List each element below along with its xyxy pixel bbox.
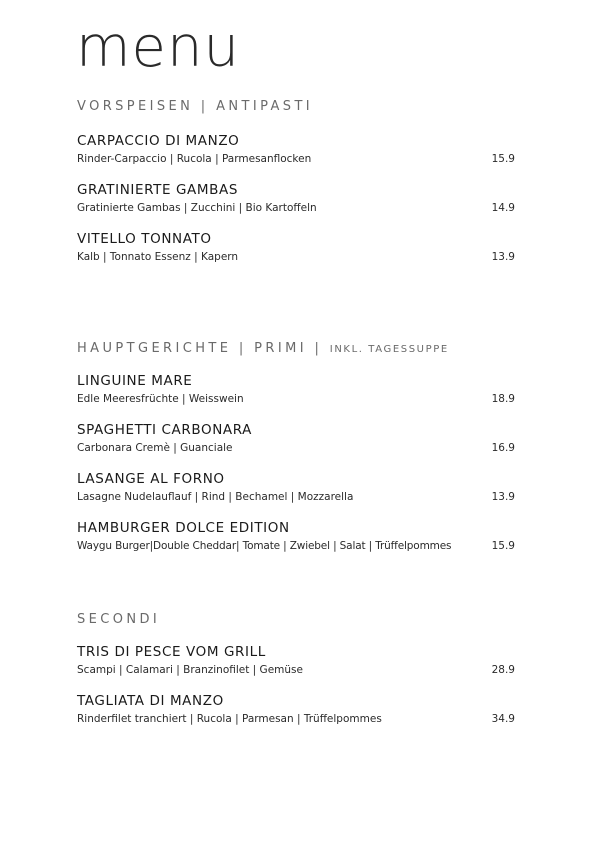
item-description: Scampi | Calamari | Branzinofilet | Gemüse <box>77 664 303 676</box>
section-heading-note: INKL. TAGESSUPPE <box>329 344 449 355</box>
item-name: TRIS DI PESCE VOM GRILL <box>77 644 266 660</box>
item-description: Waygu Burger|Double Cheddar| Tomate | Zwiebel | Salat | Trüffelpommes <box>77 540 452 552</box>
item-price: 16.9 <box>491 442 515 454</box>
item-name: TAGLIATA DI MANZO <box>77 693 224 709</box>
item-name: SPAGHETTI CARBONARA <box>77 422 253 438</box>
item-name: CARPACCIO DI MANZO <box>77 133 240 149</box>
item-description: Rinder-Carpaccio | Rucola | Parmesanflocken <box>77 153 312 165</box>
item-name: LASANGE AL FORNO <box>77 471 225 487</box>
item-price: 28.9 <box>491 664 515 676</box>
page-title: menu <box>76 15 240 80</box>
item-price: 15.9 <box>491 540 515 552</box>
menu-item <box>77 372 517 407</box>
item-description: Edle Meeresfrüchte | Weisswein <box>77 393 244 405</box>
item-description: Carbonara Cremè | Guanciale <box>77 442 233 454</box>
item-description: Gratinierte Gambas | Zucchini | Bio Kartoffeln <box>77 202 317 214</box>
section-heading-text: SECONDI <box>77 612 161 627</box>
section-heading-text: HAUPTGERICHTE | PRIMI | <box>77 341 330 356</box>
menu-item <box>77 470 517 505</box>
menu-item <box>77 692 517 727</box>
item-price: 34.9 <box>491 713 515 725</box>
menu-item <box>77 181 517 216</box>
menu-item <box>77 643 517 678</box>
item-name: VITELLO TONNATO <box>77 231 212 247</box>
item-price: 18.9 <box>491 393 515 405</box>
menu-item <box>77 230 517 265</box>
item-name: LINGUINE MARE <box>77 373 193 389</box>
item-price: 13.9 <box>491 491 515 503</box>
item-description: Rinderfilet tranchiert | Rucola | Parmesan | Trüffelpommes <box>77 713 382 725</box>
menu-item <box>77 132 517 167</box>
item-name: HAMBURGER DOLCE EDITION <box>77 520 290 536</box>
item-price: 15.9 <box>491 153 515 165</box>
item-price: 14.9 <box>491 202 515 214</box>
section-heading-text: VORSPEISEN | ANTIPASTI <box>77 99 314 114</box>
section-heading-primi <box>77 341 449 356</box>
section-heading-secondi <box>77 612 160 627</box>
item-name: GRATINIERTE GAMBAS <box>77 182 238 198</box>
section-heading-antipasti <box>77 99 313 114</box>
item-price: 13.9 <box>491 251 515 263</box>
menu-item <box>77 519 517 554</box>
item-description: Lasagne Nudelauflauf | Rind | Bechamel | Mozzarella <box>77 491 354 503</box>
item-description: Kalb | Tonnato Essenz | Kapern <box>77 251 239 263</box>
menu-item <box>77 421 517 456</box>
